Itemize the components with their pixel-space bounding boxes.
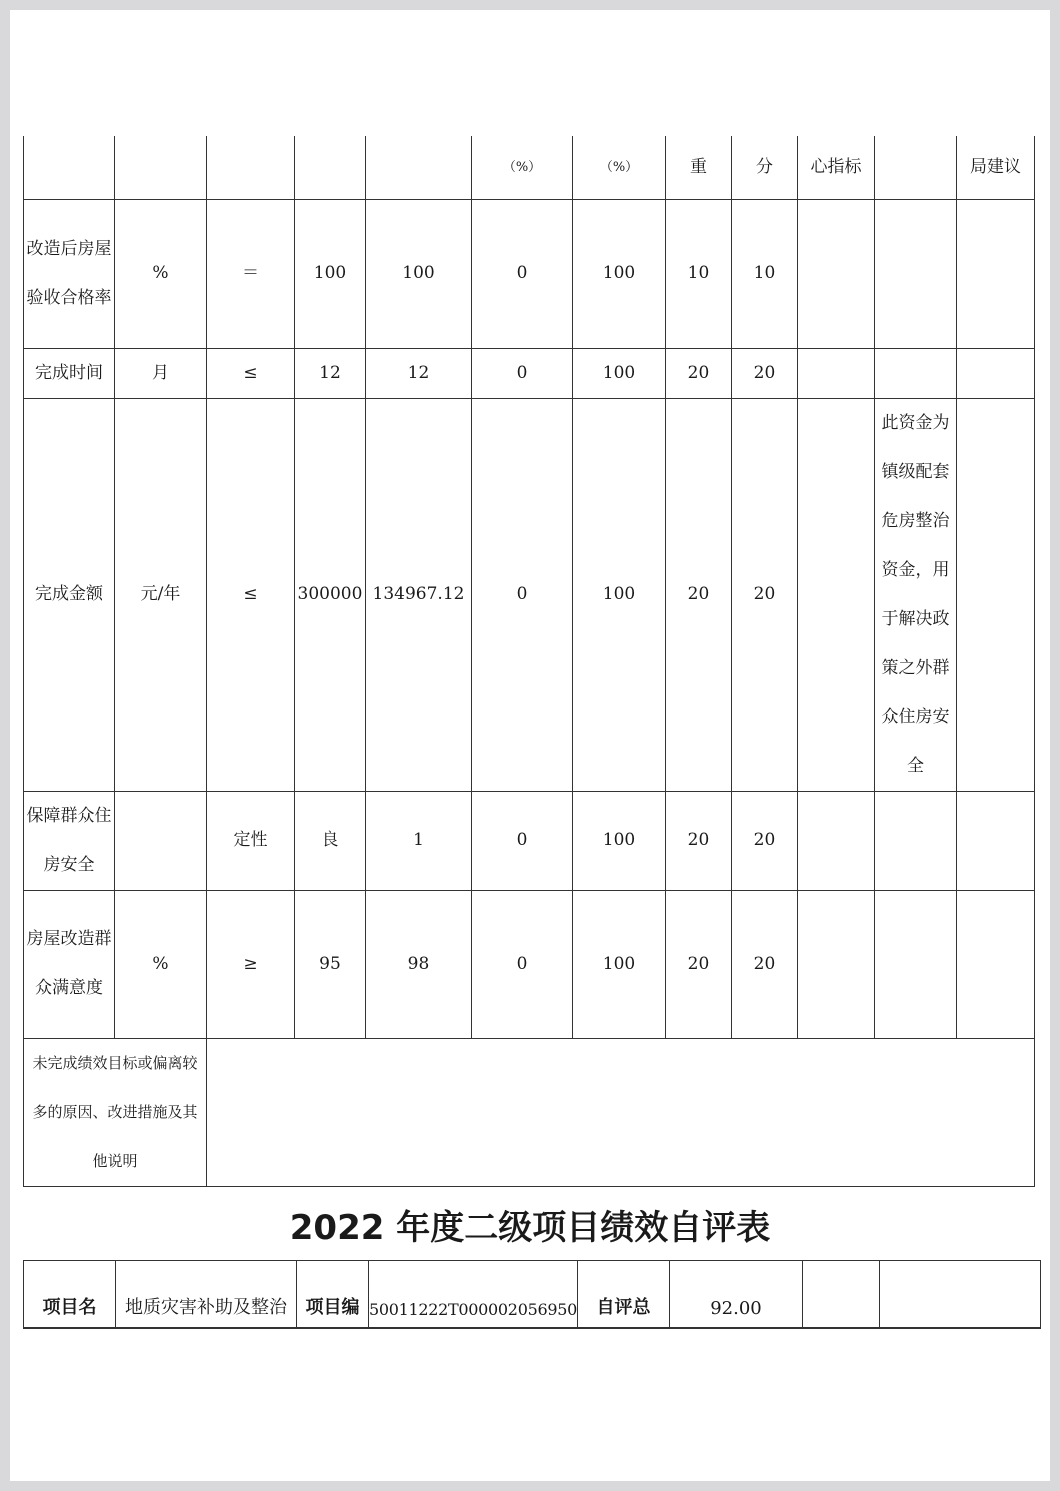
header-cell: （%） bbox=[472, 136, 573, 199]
score-cell: 20 bbox=[732, 348, 798, 398]
table-row bbox=[24, 348, 1035, 398]
table-row bbox=[24, 398, 1035, 791]
header-cell bbox=[207, 136, 295, 199]
unit-cell bbox=[115, 791, 207, 890]
weight-cell: 20 bbox=[666, 348, 732, 398]
indicator-name: 保障群众住房安全 bbox=[24, 791, 115, 890]
advice-cell bbox=[957, 890, 1035, 1038]
value-cell: 0 bbox=[472, 199, 573, 348]
weight-cell: 20 bbox=[666, 791, 732, 890]
value-cell: 100 bbox=[573, 348, 666, 398]
indicator-name: 房屋改造群众满意度 bbox=[24, 890, 115, 1038]
value-cell: 0 bbox=[472, 398, 573, 791]
note-cell bbox=[875, 890, 957, 1038]
target-cell: 12 bbox=[295, 348, 366, 398]
project-code-value: 50011222T000002056950 bbox=[369, 1261, 578, 1329]
header-cell bbox=[875, 136, 957, 199]
table-row bbox=[24, 199, 1035, 348]
header-cell bbox=[295, 136, 366, 199]
header-cell bbox=[115, 136, 207, 199]
target-cell: 95 bbox=[295, 890, 366, 1038]
target-cell: 100 bbox=[295, 199, 366, 348]
indicator-name: 改造后房屋验收合格率 bbox=[24, 199, 115, 348]
weight-cell: 20 bbox=[666, 890, 732, 1038]
header-cell: 分 bbox=[732, 136, 798, 199]
advice-cell bbox=[957, 791, 1035, 890]
core-cell bbox=[798, 199, 875, 348]
core-cell bbox=[798, 791, 875, 890]
score-cell: 10 bbox=[732, 199, 798, 348]
core-cell bbox=[798, 398, 875, 791]
unit-cell: 元/年 bbox=[115, 398, 207, 791]
operator-cell: ≤ bbox=[207, 348, 295, 398]
page-title: 2022 年度二级项目绩效自评表 bbox=[289, 1208, 771, 1248]
header-cell: （%） bbox=[573, 136, 666, 199]
operator-cell: ≤ bbox=[207, 398, 295, 791]
project-code-label: 项目编 bbox=[297, 1261, 369, 1329]
empty-cell bbox=[802, 1261, 879, 1329]
score-cell: 20 bbox=[732, 890, 798, 1038]
unit-cell: % bbox=[115, 199, 207, 348]
header-cell bbox=[366, 136, 472, 199]
note-cell bbox=[875, 791, 957, 890]
empty-cell bbox=[879, 1261, 1040, 1329]
value-cell: 100 bbox=[573, 199, 666, 348]
core-cell bbox=[798, 890, 875, 1038]
unit-cell: 月 bbox=[115, 348, 207, 398]
actual-cell: 100 bbox=[366, 199, 472, 348]
reason-label: 未完成绩效目标或偏离较多的原因、改进措施及其他说明 bbox=[24, 1038, 207, 1186]
self-score-value: 92.00 bbox=[669, 1261, 802, 1329]
score-cell: 20 bbox=[732, 791, 798, 890]
note-cell bbox=[875, 348, 957, 398]
actual-cell: 134967.12 bbox=[366, 398, 472, 791]
table-row bbox=[24, 791, 1035, 890]
actual-cell: 12 bbox=[366, 348, 472, 398]
indicator-name: 完成金额 bbox=[24, 398, 115, 791]
advice-cell bbox=[957, 398, 1035, 791]
actual-cell: 98 bbox=[366, 890, 472, 1038]
target-cell: 300000 bbox=[295, 398, 366, 791]
summary-row bbox=[24, 1261, 1041, 1329]
weight-cell: 10 bbox=[666, 199, 732, 348]
advice-cell bbox=[957, 348, 1035, 398]
weight-cell: 20 bbox=[666, 398, 732, 791]
value-cell: 100 bbox=[573, 791, 666, 890]
header-cell: 重 bbox=[666, 136, 732, 199]
reason-row bbox=[24, 1038, 1035, 1186]
header-cell: 心指标 bbox=[798, 136, 875, 199]
summary-table bbox=[23, 1260, 1041, 1329]
actual-cell: 1 bbox=[366, 791, 472, 890]
note-cell: 此资金为镇级配套危房整治资金，用于解决政策之外群众住房安全 bbox=[875, 398, 957, 791]
indicator-name: 完成时间 bbox=[24, 348, 115, 398]
value-cell: 0 bbox=[472, 890, 573, 1038]
reason-value bbox=[207, 1038, 1035, 1186]
table-row bbox=[24, 890, 1035, 1038]
operator-cell: 定性 bbox=[207, 791, 295, 890]
value-cell: 0 bbox=[472, 791, 573, 890]
target-cell: 良 bbox=[295, 791, 366, 890]
operator-cell: ≥ bbox=[207, 890, 295, 1038]
self-score-label: 自评总 bbox=[577, 1261, 669, 1329]
header-cell: 局建议 bbox=[957, 136, 1035, 199]
core-cell bbox=[798, 348, 875, 398]
indicator-table bbox=[23, 136, 1035, 1187]
project-name-label: 项目名 bbox=[24, 1261, 116, 1329]
header-cell bbox=[24, 136, 115, 199]
score-cell: 20 bbox=[732, 398, 798, 791]
value-cell: 100 bbox=[573, 890, 666, 1038]
operator-cell: ＝ bbox=[207, 199, 295, 348]
document-page bbox=[10, 10, 1050, 1481]
advice-cell bbox=[957, 199, 1035, 348]
note-cell bbox=[875, 199, 957, 348]
header-row bbox=[24, 136, 1035, 199]
value-cell: 100 bbox=[573, 398, 666, 791]
value-cell: 0 bbox=[472, 348, 573, 398]
unit-cell: % bbox=[115, 890, 207, 1038]
project-name-value: 地质灾害补助及整治 bbox=[116, 1261, 297, 1329]
